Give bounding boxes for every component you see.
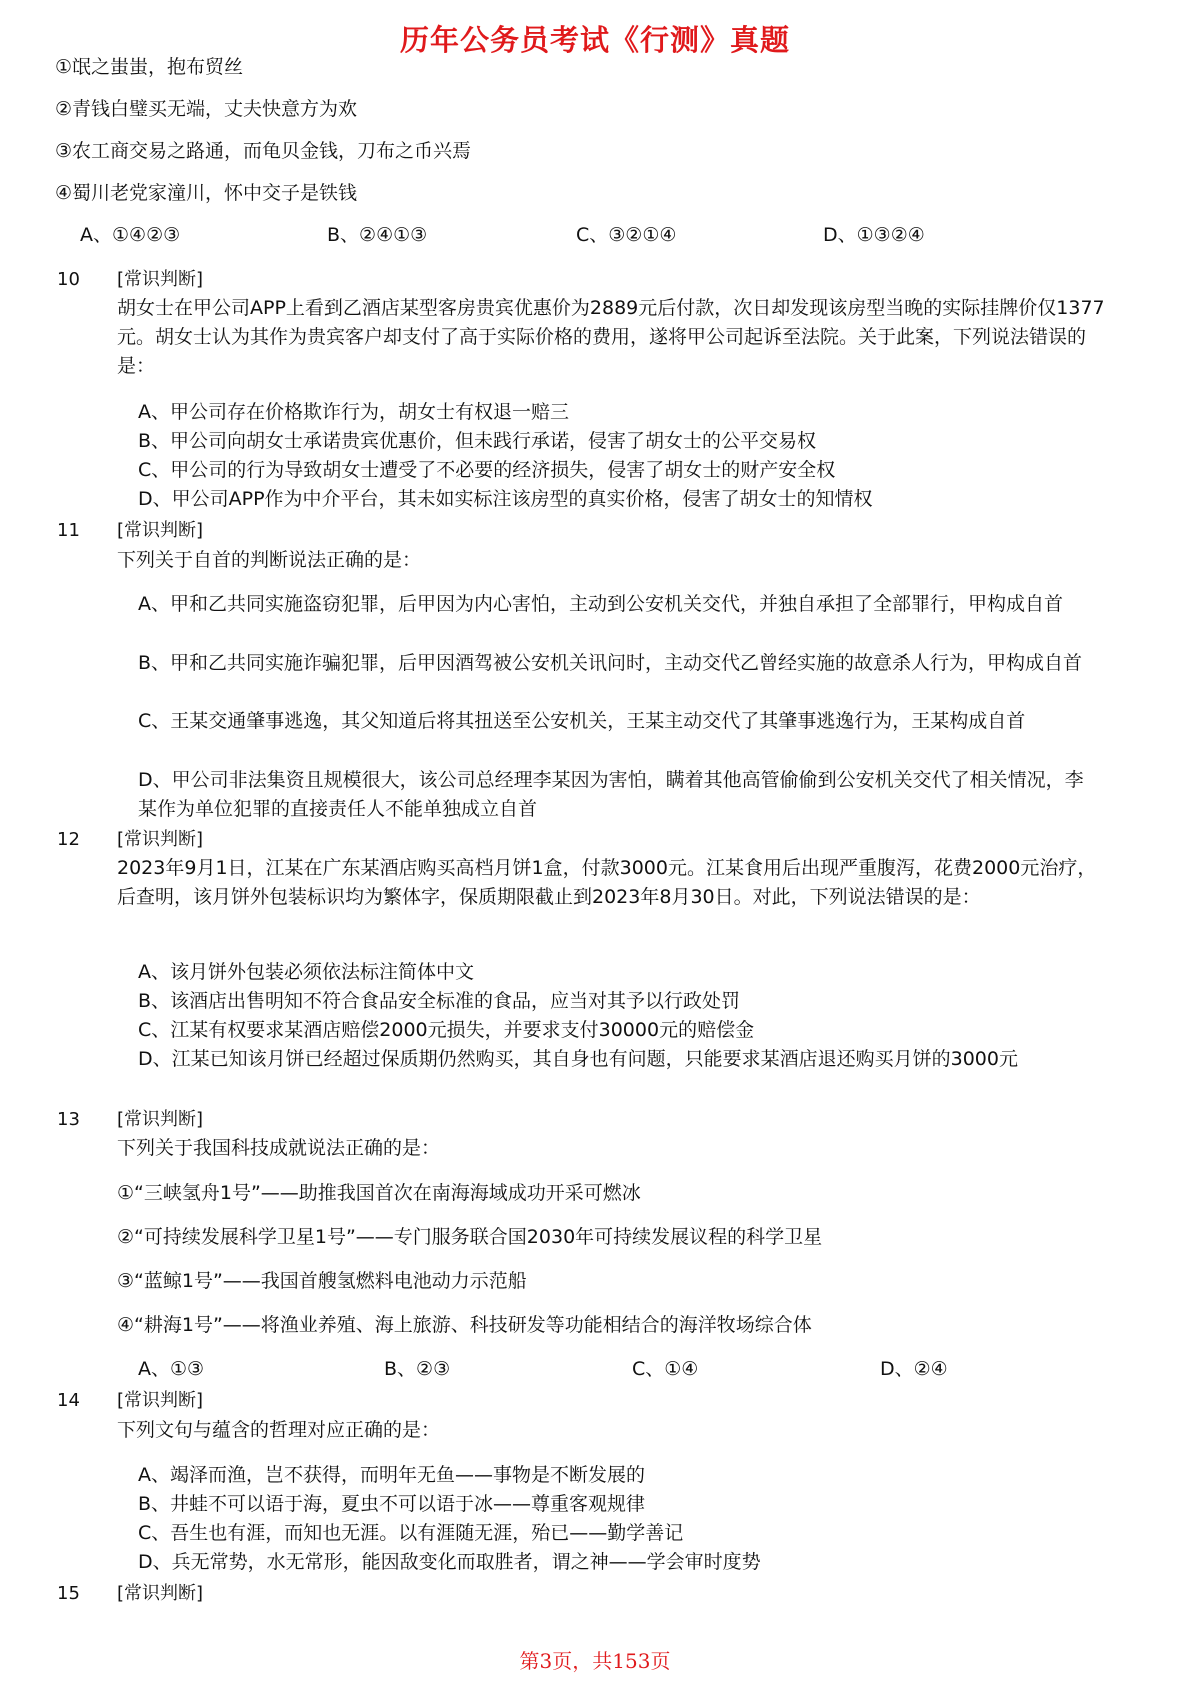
q9-option-c: C、③②①④ [576,224,677,246]
q13-type: [常识判断] [117,1109,204,1130]
q9-option-a: A、①④②③ [80,224,181,246]
q9-item-4: ④蜀川老党家潼川，怀中交子是铁钱 [55,182,358,204]
q12-option-b: B、该酒店出售明知不符合食品安全标准的食品，应当对其予以行政处罚 [138,990,741,1012]
q11-stem: 下列关于自首的判断说法正确的是： [117,549,422,571]
q13-option-a: A、①③ [138,1358,205,1380]
q14-option-b: B、井蛙不可以语于海，夏虫不可以语于冰——尊重客观规律 [138,1493,646,1515]
q12-option-c: C、江某有权要求某酒店赔偿2000元损失，并要求支付30000元的赔偿金 [138,1019,755,1041]
q11-option-b: B、甲和乙共同实施诈骗犯罪，后甲因酒驾被公安机关讯问时，主动交代乙曾经实施的故意杀人行为，甲构成自首 [138,652,1083,674]
q10-option-c: C、甲公司的行为导致胡女士遭受了不必要的经济损失，侵害了胡女士的财产安全权 [138,459,836,481]
q10-number: 10 [57,269,80,290]
page-title: 历年公务员考试《行测》真题 [399,23,790,57]
q12-option-d: D、江某已知该月饼已经超过保质期仍然购买，其自身也有问题，只能要求某酒店退还购买月饼的3000元 [138,1048,1018,1070]
q9-option-d: D、①③②④ [823,224,925,246]
q13-option-b: B、②③ [384,1358,451,1380]
q13-stem: 下列关于我国科技成就说法正确的是： [117,1137,441,1159]
q9-option-b: B、②④①③ [327,224,428,246]
q10-option-d: D、甲公司APP作为中介平台，其未如实标注该房型的真实价格，侵害了胡女士的知情权 [138,488,873,510]
q9-item-3: ③农工商交易之路通，而龟贝金钱，刀布之币兴焉 [55,140,472,162]
q14-option-c: C、吾生也有涯，而知也无涯。以有涯随无涯，殆已——勤学善记 [138,1522,684,1544]
q12-stem: 2023年9月1日，江某在广东某酒店购买高档月饼1盒，付款3000元。江某食用后出现严重腹泻，花费2000元治疗，后查明，该月饼外包装标识均为繁体字，保质期限截止到2023年8月30日。对此，下列说法错误的是： [117,857,1097,908]
q14-type: [常识判断] [117,1390,204,1411]
q13-option-c: C、①④ [632,1358,699,1380]
q15-type: [常识判断] [117,1583,204,1604]
q15-number: 15 [57,1583,80,1604]
q12-number: 12 [57,829,80,850]
q10-option-b: B、甲公司向胡女士承诺贵宾优惠价，但未践行承诺，侵害了胡女士的公平交易权 [138,430,817,452]
q14-stem: 下列文句与蕴含的哲理对应正确的是： [117,1419,441,1441]
q11-number: 11 [57,520,80,541]
q13-number: 13 [57,1109,80,1130]
q11-type: [常识判断] [117,520,204,541]
q13-item-3: ③“蓝鲸1号”——我国首艘氢燃料电池动力示范船 [117,1270,527,1292]
q14-option-a: A、竭泽而渔，岂不获得，而明年无鱼——事物是不断发展的 [138,1464,645,1486]
q10-option-a: A、甲公司存在价格欺诈行为，胡女士有权退一赔三 [138,401,569,423]
q13-item-4: ④“耕海1号”——将渔业养殖、海上旅游、科技研发等功能相结合的海洋牧场综合体 [117,1314,812,1336]
q14-number: 14 [57,1390,80,1411]
page-footer: 第3页，共153页 [519,1649,671,1673]
q10-stem: 胡女士在甲公司APP上看到乙酒店某型客房贵宾优惠价为2889元后付款，次日却发现该房型当晚的实际挂牌价仅1377元。胡女士认为其作为贵宾客户却支付了高于实际价格的费用，遂将甲公司起诉至法院。关于此案，下列说法错误的是： [117,297,1105,377]
q10-type: [常识判断] [117,269,204,290]
q13-option-d: D、②④ [880,1358,948,1380]
q13-item-2: ②“可持续发展科学卫星1号”——专门服务联合国2030年可持续发展议程的科学卫星 [117,1226,823,1248]
q12-type: [常识判断] [117,829,204,850]
q11-option-a: A、甲和乙共同实施盗窃犯罪，后甲因为内心害怕，主动到公安机关交代，并独自承担了全部罪行，甲构成自首 [138,593,1064,615]
q13-item-1: ①“三峡氢舟1号”——助推我国首次在南海海域成功开采可燃冰 [117,1182,641,1204]
q12-option-a: A、该月饼外包装必须依法标注简体中文 [138,961,474,983]
q9-item-2: ②青钱白璧买无端，丈夫快意方为欢 [55,98,358,120]
q11-option-c: C、王某交通肇事逃逸，其父知道后将其扭送至公安机关，王某主动交代了其肇事逃逸行为，王某构成自首 [138,710,1026,732]
q14-option-d: D、兵无常势，水无常形，能因敌变化而取胜者，谓之神——学会审时度势 [138,1551,761,1573]
q9-item-1: ①氓之蚩蚩，抱布贸丝 [55,56,244,78]
q11-option-d: D、甲公司非法集资且规模很大，该公司总经理李某因为害怕，瞒着其他高管偷偷到公安机关交代了相关情况，李某作为单位犯罪的直接责任人不能单独成立自首 [138,769,1084,820]
